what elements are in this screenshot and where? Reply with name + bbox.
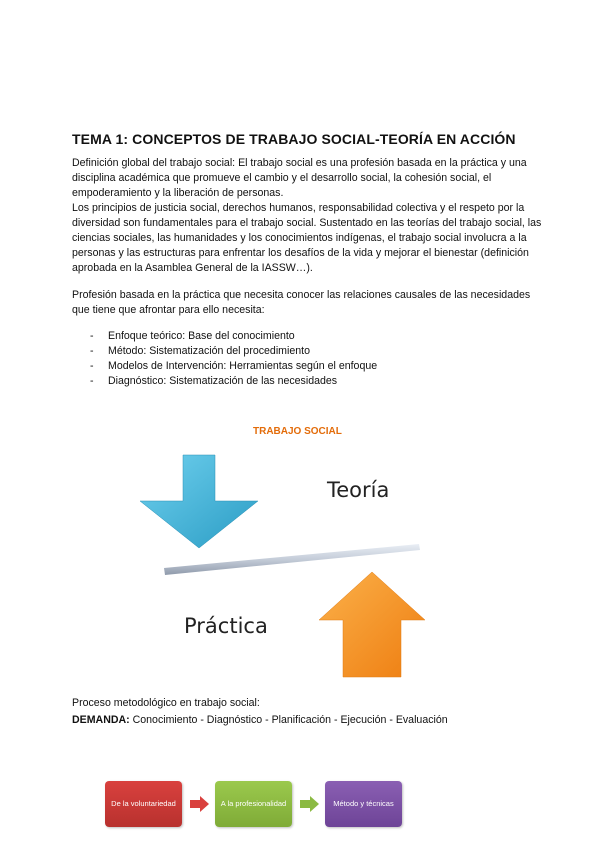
list-item: - Enfoque teórico: Base del conocimiento	[90, 330, 295, 342]
flow-arrow-icon	[300, 796, 320, 812]
page-title: TEMA 1: CONCEPTOS DE TRABAJO SOCIAL-TEORÍA EN ACCIÓN	[72, 131, 516, 147]
down-arrow-icon	[140, 455, 258, 548]
definition-paragraph: Definición global del trabajo social: El trabajo social es una profesión basada en la práctica y una disciplina académica que promueve el cambio y el desarrollo social, la cohesión social, el empoderamiento y la liberación de personas.	[72, 157, 527, 200]
balance-bar	[164, 544, 420, 575]
practice-label: Práctica	[184, 614, 268, 638]
demand-line	[72, 714, 448, 726]
flow-arrow-icon	[190, 796, 210, 812]
demand-label: DEMANDA:	[72, 714, 130, 726]
theory-label: Teoría	[327, 478, 390, 502]
practice-paragraph: Profesión basada en la práctica que necesita conocer las relaciones causales de las necesidades que tiene que afrontar para ello necesita:	[72, 289, 531, 317]
list-item: - Diagnóstico: Sistematización de las necesidades	[90, 375, 338, 387]
up-arrow-icon	[319, 572, 425, 677]
list-item: - Método: Sistematización del procedimiento	[90, 345, 310, 357]
flow-box-metodo: Método y técnicas	[325, 781, 402, 827]
demand-steps: Conocimiento - Diagnóstico - Planificación - Ejecución - Evaluación	[132, 714, 448, 726]
flow-box-voluntariedad: De la voluntariedad	[105, 781, 182, 827]
list-item: - Modelos de Intervención: Herramientas según el enfoque	[90, 360, 378, 372]
diagram-title: TRABAJO SOCIAL	[253, 426, 342, 437]
principles-paragraph: Los principios de justicia social, derechos humanos, responsabilidad colectiva y el respeto por la diversidad son fundamentales para el trabajo social. Sustentado en las teorías del trabajo social, las ciencias sociales, las humanidades y los conocimientos indígenas, el trabajo social involucra a la personas y las estructuras para enfrentar los desafíos de la vida y mejorar el bienestar (definición aprobada en la Asamblea General de la IASSW…).	[72, 202, 542, 275]
process-intro: Proceso metodológico en trabajo social:	[72, 697, 260, 709]
flow-box-profesionalidad: A la profesionalidad	[215, 781, 292, 827]
